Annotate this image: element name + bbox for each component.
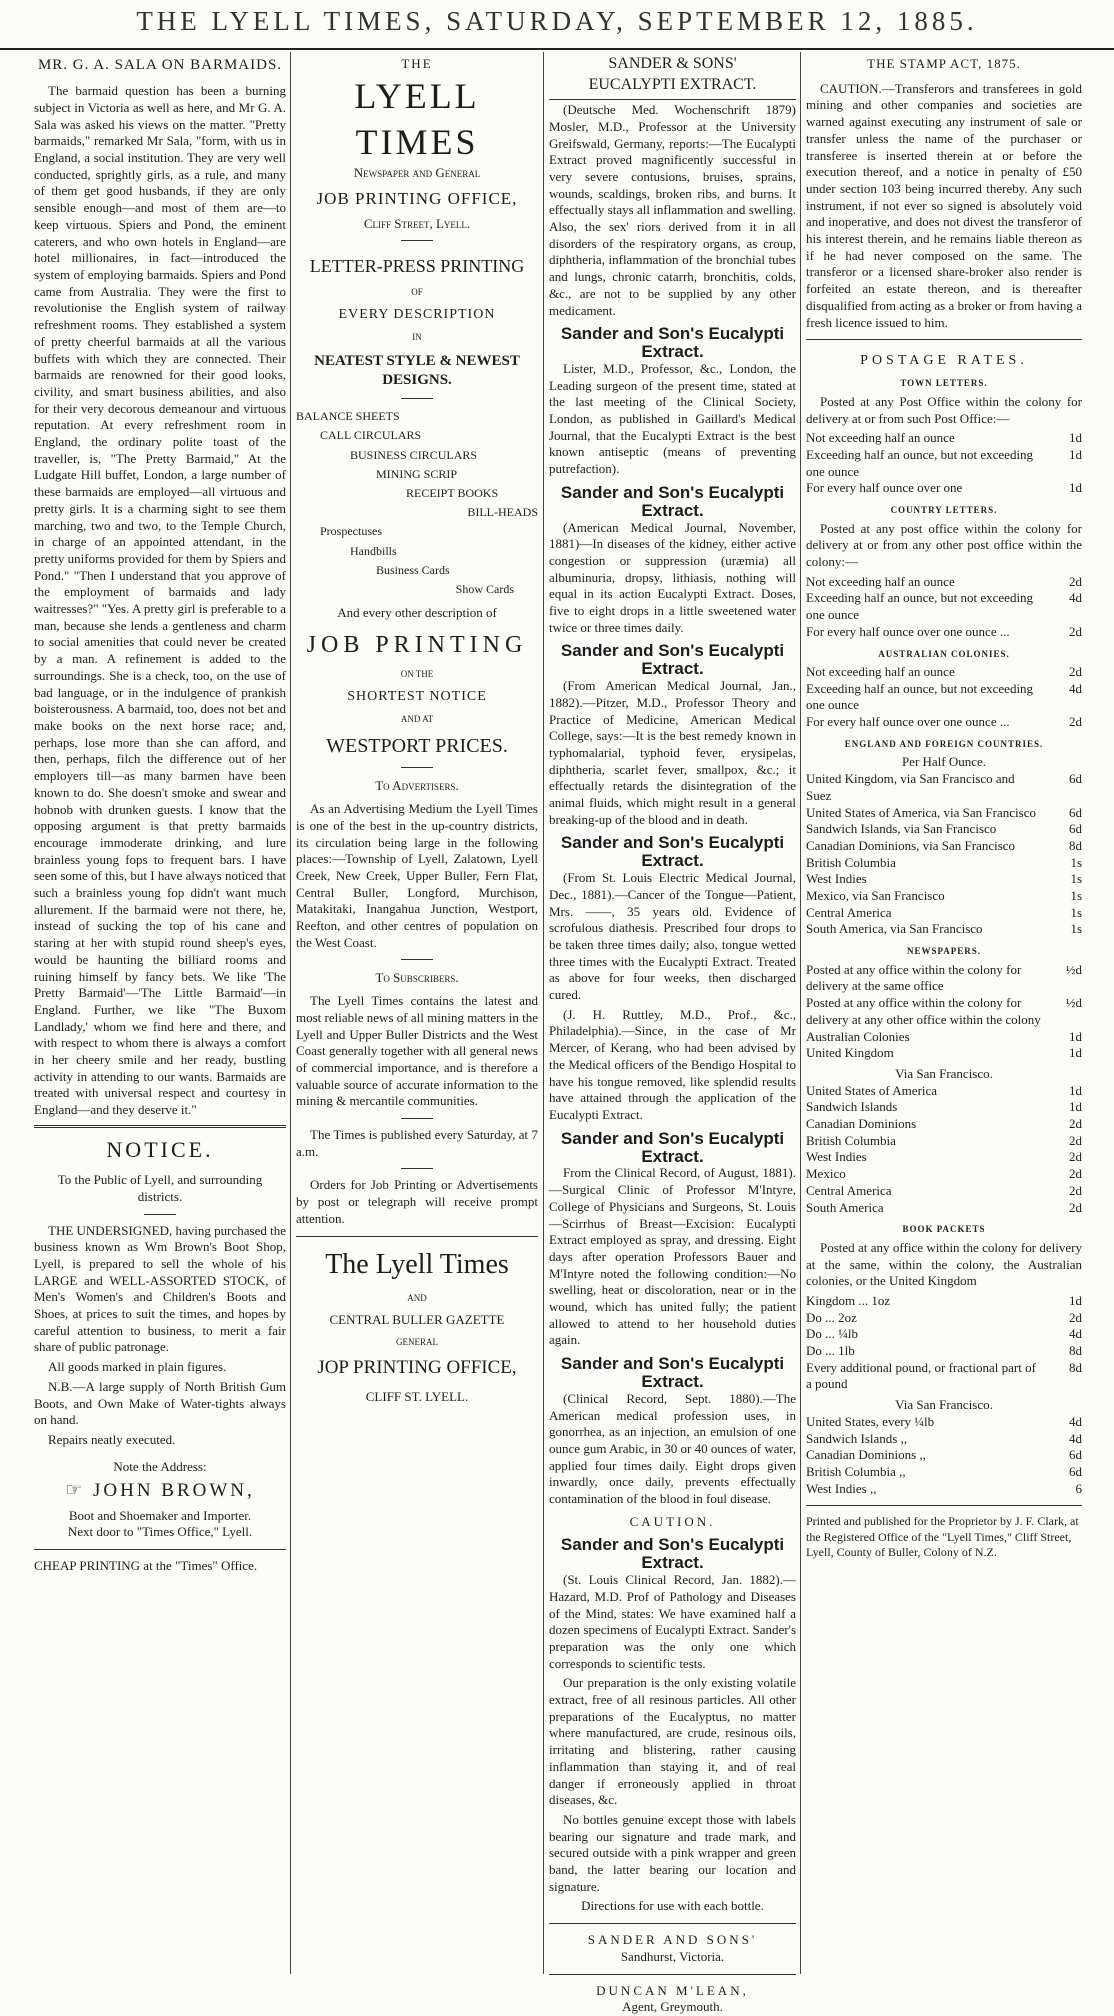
rate-desc: United States of America, via San Francisco bbox=[806, 804, 1036, 820]
rate-row bbox=[806, 1045, 1082, 1062]
neatest: NEATEST STYLE & NEWEST bbox=[314, 352, 520, 369]
rate-desc: Australian Colonies bbox=[806, 1028, 910, 1044]
orders: Orders for Job Printing or Advertisements by post or telegraph will receive prompt attention. bbox=[296, 1177, 538, 1226]
cliff: CLIFF ST. LYELL. bbox=[365, 1388, 469, 1404]
rate-value: 4d bbox=[1069, 1413, 1082, 1429]
rate-value: 2d bbox=[1069, 623, 1082, 639]
rate-row bbox=[806, 681, 1082, 714]
rate-desc: United States, every ¼lb bbox=[806, 1413, 935, 1429]
via-sf2: Via San Francisco. bbox=[895, 1397, 993, 1413]
bottom-title: The Lyell Times bbox=[325, 1248, 509, 1280]
pointing-hand-icon: ☞ bbox=[65, 1480, 93, 1502]
rate-value: 8d bbox=[1069, 1343, 1082, 1359]
sandhurst: Sandhurst, Victoria. bbox=[620, 1948, 725, 1964]
rate-desc: Canadian Dominions, via San Francisco bbox=[806, 837, 1016, 853]
news-heading: NEWSPAPERS. bbox=[906, 946, 982, 957]
aus-rates bbox=[806, 664, 1082, 731]
rate-row bbox=[806, 905, 1082, 922]
notice-line: All goods marked in plain figures. bbox=[48, 1359, 227, 1375]
to-subscribers: To Subscribers. bbox=[375, 970, 459, 986]
sf-rates bbox=[806, 1083, 1082, 1217]
rate-row bbox=[806, 1133, 1082, 1150]
rate-desc: Do ... 1lb bbox=[806, 1343, 855, 1359]
sander-heading1: SANDER & SONS' bbox=[608, 55, 737, 72]
sander-heading2: EUCALYPTI EXTRACT. bbox=[588, 75, 757, 93]
rate-desc: Not exceeding half an ounce bbox=[806, 430, 955, 446]
country-heading: COUNTRY LETTERS. bbox=[890, 505, 998, 516]
rate-value: 4d bbox=[1069, 590, 1082, 606]
job-item: RECEIPT BOOKS bbox=[406, 485, 499, 500]
and: AND bbox=[407, 1292, 427, 1303]
rate-desc: Central America bbox=[806, 1182, 892, 1198]
book-rates bbox=[806, 1293, 1082, 1360]
notice-body: THE UNDERSIGNED, having purchased the business known as Wm Brown's Boot Shop, Lyell, is prepared to sell the whole of his LARGE and WELL-ASSORTED STOCK, of Men's Women's and Children's Boots and Shoes, at prices to suit the times, and hopes by careful attention to business, to merit a fair share of public patronage. bbox=[34, 1222, 286, 1355]
caution-source: (St. Louis Clinical Record, Jan. 1882).—Hazard, M.D. Prof of Pathology and Diseases of the Mind, states: We have examined half a dozen specimens of Eucalypti Extract. Sander's preparation was the only one which corresponds to scientific tests. bbox=[549, 1572, 796, 1671]
imprint: Printed and published for the Proprietor by J. F. Clark, at the Registered Office of the "Lyell Times," Cliff Street, Lyell, County of Buller, Colony of N.Z. bbox=[806, 1514, 1079, 1560]
rate-desc: Do ... ¼lb bbox=[806, 1326, 858, 1342]
rate-value: 1d bbox=[1069, 1045, 1082, 1061]
rate-desc: West Indies bbox=[806, 871, 867, 887]
divider bbox=[401, 240, 433, 241]
general: GENERAL bbox=[396, 1336, 438, 1347]
rate-row bbox=[806, 771, 1082, 804]
column-1 bbox=[34, 52, 286, 1977]
rate-row bbox=[806, 1481, 1082, 1498]
rate-desc: United Kingdom bbox=[806, 1045, 894, 1061]
ad-sub1: Newspaper and General bbox=[353, 165, 481, 181]
rate-row bbox=[806, 821, 1082, 838]
rate-row bbox=[806, 1310, 1082, 1327]
sander-ad-heading: Sander and Son's Eucalypti Extract. bbox=[560, 641, 785, 679]
rate-value: 1s bbox=[1070, 921, 1082, 937]
rate-desc: Not exceeding half an ounce bbox=[806, 573, 955, 589]
rate-desc: British Columbia bbox=[806, 854, 896, 870]
divider bbox=[806, 339, 1082, 340]
divider bbox=[401, 1118, 433, 1119]
job-item: Handbills bbox=[350, 543, 397, 558]
rate-desc: Sandwich Islands ,, bbox=[806, 1430, 908, 1446]
rate-row bbox=[806, 1431, 1082, 1448]
caution-p2: Our preparation is the only existing volatile extract, free of all resinous particles. All other preparations of the Eucalyptus, no matter where manufactured, are crude, resinous oils, irritating and blistering, rather causing inflammation than staying it, and of real danger if erroneously applied in throat diseases, &c. bbox=[549, 1675, 796, 1808]
eng-heading: ENGLAND AND FOREIGN COUNTRIES. bbox=[844, 738, 1044, 749]
rate-value: 8d bbox=[1069, 1359, 1082, 1375]
sander-ad-heading: Sander and Son's Eucalypti Extract. bbox=[560, 324, 785, 362]
rate-row bbox=[806, 1464, 1082, 1481]
rate-desc: Posted at any office within the colony for delivery at any other office within the colony bbox=[806, 995, 1041, 1027]
divider bbox=[34, 1125, 286, 1128]
eng-rates bbox=[806, 771, 1082, 938]
rate-value: 1s bbox=[1070, 871, 1082, 887]
rate-row bbox=[806, 664, 1082, 681]
job-items bbox=[296, 407, 538, 599]
rate-value: 1d bbox=[1069, 1099, 1082, 1115]
rate-desc: British Columbia bbox=[806, 1132, 896, 1148]
stamp-heading: THE STAMP ACT, 1875. bbox=[867, 56, 1021, 71]
rate-desc: United States of America bbox=[806, 1082, 938, 1098]
rate-row bbox=[806, 1083, 1082, 1100]
rate-row bbox=[806, 480, 1082, 497]
rate-row bbox=[806, 574, 1082, 591]
town-rates bbox=[806, 430, 1082, 497]
stamp-body: CAUTION.—Transferors and transferees in gold mining and other companies and societies are warned against executing any instrument of sale or transfer unless the name of the purchaser or transferee is inserted therein at or before the execution thereof, and a notice in penalty of £50 under section 103 being incurred thereby. Any such instrument, if not ever so signed is absolutely void and inoperative, and does not divest the transferor of his interest therein, and he remains liable thereon as if he had never composed on the same. The transferor or a licensed share-broker also render is forfeited an estate thereon, and is thereafter disqualified from acting as a broker or from having a fresh licence issued to him. bbox=[806, 80, 1082, 330]
rate-value: 1s bbox=[1070, 904, 1082, 920]
shortest: SHORTEST NOTICE bbox=[347, 689, 487, 705]
rate-desc: West Indies bbox=[806, 1149, 867, 1165]
every-other: And every other description of bbox=[337, 605, 497, 621]
sander-ad: (From American Medical Journal, Jan., 1882).—Pitzer, M.D., Professor Theory and Practice of Medicine, American Medical College, says:—It is the best remedy known in typhomalarial, typhoid fever, erysipelas, diphtheria, scarlet fever, smallpox, &c.; it effectually retards the disintegration of the animal fluids, which might result in a general breaking-up of the blood and in death. bbox=[549, 678, 796, 827]
country-rates bbox=[806, 574, 1082, 641]
rate-value: ½d bbox=[1065, 961, 1082, 977]
rate-row bbox=[806, 921, 1082, 938]
rate-row bbox=[806, 1343, 1082, 1360]
sander-sign: SANDER AND SONS' bbox=[587, 1932, 758, 1948]
to-advertisers: To Advertisers. bbox=[375, 778, 459, 794]
rate-row bbox=[806, 888, 1082, 905]
divider bbox=[401, 1168, 433, 1169]
rate-value: 1s bbox=[1070, 854, 1082, 870]
sala-heading: MR. G. A. SALA ON BARMAIDS. bbox=[37, 57, 283, 73]
postage-heading: POSTAGE RATES. bbox=[860, 353, 1028, 369]
rate-value: 2d bbox=[1069, 1199, 1082, 1215]
rate-value: 6 bbox=[1075, 1480, 1082, 1496]
rate-row bbox=[806, 1116, 1082, 1133]
rate-value: 2d bbox=[1069, 714, 1082, 730]
westport: WESTPORT PRICES. bbox=[326, 734, 508, 757]
rate-row bbox=[806, 590, 1082, 623]
rate-value: 1d bbox=[1069, 480, 1082, 496]
rate-value: 4d bbox=[1069, 680, 1082, 696]
rate-row bbox=[806, 1200, 1082, 1217]
in: IN bbox=[412, 332, 422, 343]
published: The Times is published every Saturday, at 7 a.m. bbox=[296, 1127, 538, 1159]
sander-ad-heading: Sander and Son's Eucalypti Extract. bbox=[560, 482, 785, 520]
country-intro: Posted at any post office within the colony for delivery at or from any other post office within the colony:— bbox=[806, 520, 1082, 569]
rate-value: 8d bbox=[1069, 837, 1082, 853]
brown-trade: Boot and Shoemaker and Importer. bbox=[68, 1507, 252, 1523]
notice-heading: NOTICE. bbox=[106, 1136, 214, 1162]
notice-line: N.B.—A large supply of North British Gum Boots, and Own Make of Water-tights always on hand. bbox=[34, 1378, 286, 1428]
rate-value: 2d bbox=[1069, 1182, 1082, 1198]
rate-value: 1d bbox=[1069, 430, 1082, 446]
rate-row bbox=[806, 1099, 1082, 1116]
divider bbox=[401, 398, 433, 399]
rate-desc: For every half ounce over one ounce ... bbox=[806, 714, 1010, 730]
rate-value: 6d bbox=[1069, 1463, 1082, 1479]
every-description: EVERY DESCRIPTION bbox=[338, 307, 496, 323]
town-intro: Posted at any Post Office within the colony for delivery at or from such Post Office:— bbox=[806, 393, 1082, 426]
sander-ad: Lister, M.D., Professor, &c., London, the Leading surgeon of the present time, stated at the last meeting of the Clinical Society, London, as published in Gaillard's Medical Journal, that the Eucalypti Extract is the best known antiseptic (means of preventing putrefaction). bbox=[549, 360, 796, 477]
notice-line: Repairs neatly executed. bbox=[48, 1431, 176, 1447]
rate-desc: South America, via San Francisco bbox=[806, 921, 983, 937]
rate-desc: Every additional pound, or fractional part of a pound bbox=[806, 1359, 1036, 1392]
rate-desc: South America bbox=[806, 1199, 884, 1215]
via-sf: Via San Francisco. bbox=[895, 1065, 993, 1081]
column-4 bbox=[806, 52, 1082, 1977]
notice-to: To the Public of Lyell, and surrounding districts. bbox=[57, 1172, 263, 1204]
rate-row bbox=[806, 624, 1082, 641]
on-the: ON THE bbox=[400, 668, 434, 679]
ad-title: LYELL TIMES bbox=[354, 75, 480, 162]
sander-ad: (J. H. Ruttley, M.D., Prof., &c., Philadelphia).—Since, in the case of Mr Mercer, of Kerang, who had been advised by the Medical officers of the Bendigo Hospital to have his tongue removed, like splendid results have attained through the application of the Eucalypti Extract. bbox=[549, 1006, 796, 1122]
rate-desc: Kingdom ... 1oz bbox=[806, 1292, 891, 1308]
rate-row bbox=[806, 1326, 1082, 1343]
rate-value: 2d bbox=[1069, 573, 1082, 589]
of: OF bbox=[411, 286, 423, 297]
rate-desc: Not exceeding half an ounce bbox=[806, 664, 955, 680]
rate-value: 1d bbox=[1069, 1292, 1082, 1308]
rate-value: 2d bbox=[1069, 664, 1082, 680]
designs: DESIGNS. bbox=[382, 371, 452, 388]
agent: Agent, Greymouth. bbox=[622, 1999, 723, 2015]
sander-ad: From the Clinical Record, of August, 1881).—Surgical Clinic of Professor M'Intyre, College of Physicians and Surgeons, St. Louis—Scirrhus of Breast—Excision: Eucalypti Extract employed as spray, and dressing. Eight days after operation Professors Bauer and M'Intyre noted the following condition:—No swelling, heat or discoloration, near or in the wound, which has united fully; the patient allowed to attend to her household duties again. bbox=[549, 1165, 796, 1348]
caution-p3: No bottles genuine except those with labels bearing our signature and trade mark, and secured outside with a pink wrapper and green band, the latter bearing our location and signature. bbox=[549, 1811, 796, 1894]
rate-value: 2d bbox=[1069, 1166, 1082, 1182]
job-item: MINING SCRIP bbox=[376, 466, 458, 481]
job-item: BILL-HEADS bbox=[467, 505, 538, 520]
book-heading: BOOK PACKETS bbox=[902, 1224, 986, 1235]
divider bbox=[401, 767, 433, 768]
ad-the: THE bbox=[401, 56, 433, 71]
masthead-rule bbox=[0, 48, 1114, 50]
rate-row bbox=[806, 871, 1082, 888]
rate-value: 1s bbox=[1070, 888, 1082, 904]
rate-value: 1d bbox=[1069, 1082, 1082, 1098]
rate-desc: Sandwich Islands bbox=[806, 1099, 898, 1115]
rate-value: 6d bbox=[1069, 1447, 1082, 1463]
rate-value: 6d bbox=[1069, 821, 1082, 837]
duncan: DUNCAN M'LEAN, bbox=[596, 1982, 749, 1998]
rate-desc: Exceeding half an ounce, but not exceeding one ounce bbox=[806, 446, 1034, 479]
rate-desc: For every half ounce over one bbox=[806, 480, 963, 496]
divider bbox=[549, 1974, 796, 1975]
rate-desc: Posted at any office within the colony for delivery at the same office bbox=[806, 961, 1022, 994]
per-half: Per Half Ounce. bbox=[901, 754, 987, 770]
sub-body: The Lyell Times contains the latest and most reliable news of all mining matters in the Lyell and Upper Buller Districts and the West Coast generally together with all general news of commercial importance, and is therefore a valuable source of accurate information to the mining & mercantile communities. bbox=[296, 993, 538, 1109]
divider bbox=[401, 959, 433, 960]
rate-row bbox=[806, 447, 1082, 480]
brown-name bbox=[34, 1479, 286, 1503]
divider bbox=[806, 1505, 1082, 1506]
rate-value: 4d bbox=[1069, 1326, 1082, 1342]
column-2 bbox=[296, 52, 538, 1977]
letterpress: LETTER-PRESS PRINTING bbox=[309, 256, 525, 277]
rate-value: 6d bbox=[1069, 771, 1082, 787]
gazette: CENTRAL BULLER GAZETTE bbox=[329, 1312, 505, 1328]
sander-ad-heading: Sander and Son's Eucalypti Extract. bbox=[560, 1354, 785, 1391]
rate-row bbox=[806, 1360, 1082, 1393]
sf2-rates bbox=[806, 1414, 1082, 1498]
sander-ad: (Clinical Record, Sept. 1880).—The American medical profession uses, in gonorrhea, as an injection, an emulsion of one ounce gum Arabic, in 30 or 40 ounces of water, applied four times daily. Eight drops given inwardly, once daily, prevents effectually contamination of the blood in foul disease. bbox=[549, 1390, 796, 1507]
rate-value: ½d bbox=[1065, 995, 1082, 1011]
rate-desc: West Indies ,, bbox=[806, 1480, 877, 1496]
directions: Directions for use with each bottle. bbox=[581, 1898, 764, 1914]
rate-row bbox=[806, 1183, 1082, 1200]
rate-value: 1d bbox=[1069, 1028, 1082, 1044]
rate-desc: Mexico bbox=[806, 1166, 846, 1182]
rate-desc: Mexico, via San Francisco bbox=[806, 888, 945, 904]
column-3 bbox=[549, 52, 796, 2015]
column-rule bbox=[290, 52, 291, 1974]
job-item: Prospectuses bbox=[320, 524, 382, 539]
rate-value: 4d bbox=[1069, 1430, 1082, 1446]
masthead: THE LYELL TIMES, SATURDAY, SEPTEMBER 12, 1885. bbox=[136, 6, 978, 36]
rate-desc: United Kingdom, via San Francisco and Suez bbox=[806, 771, 1015, 803]
rate-desc: British Columbia ,, bbox=[806, 1463, 906, 1479]
rate-row bbox=[806, 1293, 1082, 1310]
job-item: CALL CIRCULARS bbox=[320, 428, 422, 443]
job-item: Business Cards bbox=[376, 562, 450, 577]
adv-body: As an Advertising Medium the Lyell Times is one of the best in the up-country districts, its circulation being large in the following places:—Township of Lyell, Zalatown, Lyell Creek, New Creek, Upper Buller, Fern Flat, Central Buller, Longford, Murchison, Matakitaki, Inangahua Junction, Westport, Reefton, and other centres of population on the West Coast. bbox=[296, 801, 538, 950]
divider bbox=[549, 99, 796, 100]
sander-ad-heading: Sander and Son's Eucalypti Extract. bbox=[560, 1535, 785, 1573]
rate-row bbox=[806, 430, 1082, 447]
rate-value: 1d bbox=[1069, 446, 1082, 462]
rate-desc: Exceeding half an ounce, but not exceeding one ounce bbox=[806, 680, 1034, 713]
job-item: Show Cards bbox=[455, 581, 514, 596]
cheap-printing: CHEAP PRINTING at the "Times" Office. bbox=[34, 1558, 258, 1574]
brown-name-text: JOHN BROWN, bbox=[93, 1480, 255, 1502]
town-heading: TOWN LETTERS. bbox=[900, 378, 988, 389]
rate-desc: Canadian Dominions bbox=[806, 1116, 917, 1132]
rate-row bbox=[806, 1149, 1082, 1166]
sander-ad-heading: Sander and Son's Eucalypti Extract. bbox=[560, 833, 785, 871]
rate-desc: Do ... 2oz bbox=[806, 1309, 857, 1325]
rate-row bbox=[806, 1029, 1082, 1046]
book-intro: Posted at any office within the colony for delivery at the same, within the colony, the Australian colonies, or the United Kingdom bbox=[806, 1239, 1082, 1289]
job-printing: JOB PRINTING bbox=[306, 631, 528, 658]
rate-value: 2d bbox=[1069, 1309, 1082, 1325]
jop: JOP PRINTING OFFICE, bbox=[317, 1357, 517, 1379]
rate-row bbox=[806, 805, 1082, 822]
caution-heading: CAUTION. bbox=[629, 1513, 716, 1529]
rate-value: 2d bbox=[1069, 1132, 1082, 1148]
aus-heading: AUSTRALIAN COLONIES. bbox=[878, 648, 1010, 659]
ad-sub3: Cliff Street, Lyell. bbox=[363, 215, 471, 231]
sander-ad-heading: Sander and Son's Eucalypti Extract. bbox=[560, 1128, 785, 1166]
sala-article: The barmaid question has been a burning subject in Victoria as well as here, and Mr G. A. Sala was asked his views on the matter. "Pretty barmaids," remarked Mr Sala, "form, with us in England, a social institution. They are very well conducted, sprightly girls, as a rule, and many of them get good husbands, if they are only sensible enough—and most of them are—to keep virtuous. Spiers and Pond, the eminent caterers, and who own hotels in England—are hotel millionaires, in fact—introduced the system of employing barmaids. Spiers and Pond came from Australia. They were the first to revolutionise the English system of railway refreshment rooms. They established a system of pretty cheerful barmaids at all the various buffets with which they are connected. Their barmaids are renowned for their good looks, civility, and smart business abilities, and also for their very decorous demeanour and virtuous reputation. At every refreshment room in England, the ordinary polite toast of the traveller, is, "The Pretty Barmaid," At the Ludgate Hill buffet, London, a large number of these barmaids are employed—all virtuous and pretty girls. It is a charming sight to see them marching, two and two, to the Temple Church, in charge of an appointed attendant, in the pretty uniforms provided for them by Spiers and Pond." "Then I understand that you approve of the employment of barmaids and lady waitresses?" "Yes. A pretty girl is preferable to a man, because she lends a gentleness and charm to social amenities that could never be created by a man. A refinement is added to the surroundings. She is a check, too, on the use of bad language, or in the indulgence of prankish boisterousness. A barmaid, too, does not bet and make books on the next horse race; and, perhaps, lose more than she can afford, and then, perhaps, filch the difference out of her employers till—as many barmen have been known to do. She doesn't smoke and swear and hobnob with drunken guests. I know that the opposing argument is that pretty barmaids encourage immoderate drinking, and lure brainless young fops to frequent bars. I have seen some of this, but I have always noticed that such a brainless young fop didn't want much allurement. If the barmaid were not there, he, instead of sucking the top of his cane and staring at her with stupid round sheep's eyes, would be haunting the billiard rooms and ruining himself by fancy bets. We like 'The Pretty Barmaid'—'The Little Barmaid'—in England. Further, we like "The Buxom Landlady,' whom we find here and there, and with respect to whom there is always a comfort in her cheery smile and her ready, bustling activity in attending to our wants. Barmaids are treated with universal respect and courtesy in England—and they deserve it." bbox=[34, 83, 286, 1118]
ad-sub2: JOB PRINTING OFFICE, bbox=[316, 188, 518, 208]
address-label: Note the Address: bbox=[113, 1458, 207, 1474]
rate-row bbox=[806, 855, 1082, 872]
divider bbox=[549, 1923, 796, 1924]
rate-desc: Central America bbox=[806, 904, 892, 920]
sander-ad: (American Medical Journal, November, 1881)—In diseases of the kidney, either active congestion or suppression (uræmia) all albuminuria, dropsy, lithiasis, nothing will equal in its action Eucalypti Extract. Doses, five to eight drops in a little sweetened water twice or three times daily. bbox=[549, 519, 796, 635]
rate-row bbox=[806, 1447, 1082, 1464]
brown-location: Next door to "Times Office," Lyell. bbox=[67, 1524, 253, 1540]
divider bbox=[144, 1214, 176, 1215]
column-rule bbox=[543, 52, 544, 1974]
rate-desc: Canadian Dominions ,, bbox=[806, 1447, 926, 1463]
and-at: AND AT bbox=[400, 714, 434, 725]
rate-desc: Sandwich Islands, via San Francisco bbox=[806, 821, 997, 837]
rate-value: 2d bbox=[1069, 1116, 1082, 1132]
rate-row bbox=[806, 995, 1082, 1028]
rate-value: 2d bbox=[1069, 1149, 1082, 1165]
column-rule bbox=[800, 52, 801, 1974]
job-item: BUSINESS CIRCULARS bbox=[350, 447, 478, 462]
job-item: BALANCE SHEETS bbox=[296, 409, 400, 424]
rate-row bbox=[806, 1166, 1082, 1183]
divider bbox=[296, 1236, 538, 1237]
rate-desc: Exceeding half an ounce, but not exceeding one ounce bbox=[806, 590, 1034, 623]
rate-row bbox=[806, 1414, 1082, 1431]
rate-row bbox=[806, 714, 1082, 731]
rate-desc: For every half ounce over one ounce ... bbox=[806, 623, 1010, 639]
divider bbox=[34, 1549, 286, 1550]
rate-value: 6d bbox=[1069, 804, 1082, 820]
sander-ad: (From St. Louis Electric Medical Journal, Dec., 1881).—Cancer of the Tongue—Patient, Mrs. ——, 35 years old. Evidence of scrofulous diathesis. Prescribed four drops to be taken three times daily; also, tongue wetted three times with the Eucalypti Extract. Treated as above for four weeks, then discharged cured. bbox=[549, 870, 796, 1003]
rate-row bbox=[806, 962, 1082, 995]
rate-row bbox=[806, 838, 1082, 855]
sander-intro: (Deutsche Med. Wochenschrift 1879) Mosler, M.D., Professor at the University Greifswald, Germany, reports:—The Eucalypti Extract proved magnificently successful in very severe contusions, bruises, sprains, wounds, scaldings, broken ribs, and burns. It effectually stays all inflammation and swelling. Also, the sex' riors derived from it in all disorders of the respiratory organs, as croup, diphtheria, inflammation of the bronchial tubes and lungs, chronic catarrh, bronchitis, colds, &c., are not to be supplied by any other medicament. bbox=[549, 102, 796, 318]
news-rates bbox=[806, 962, 1082, 1062]
